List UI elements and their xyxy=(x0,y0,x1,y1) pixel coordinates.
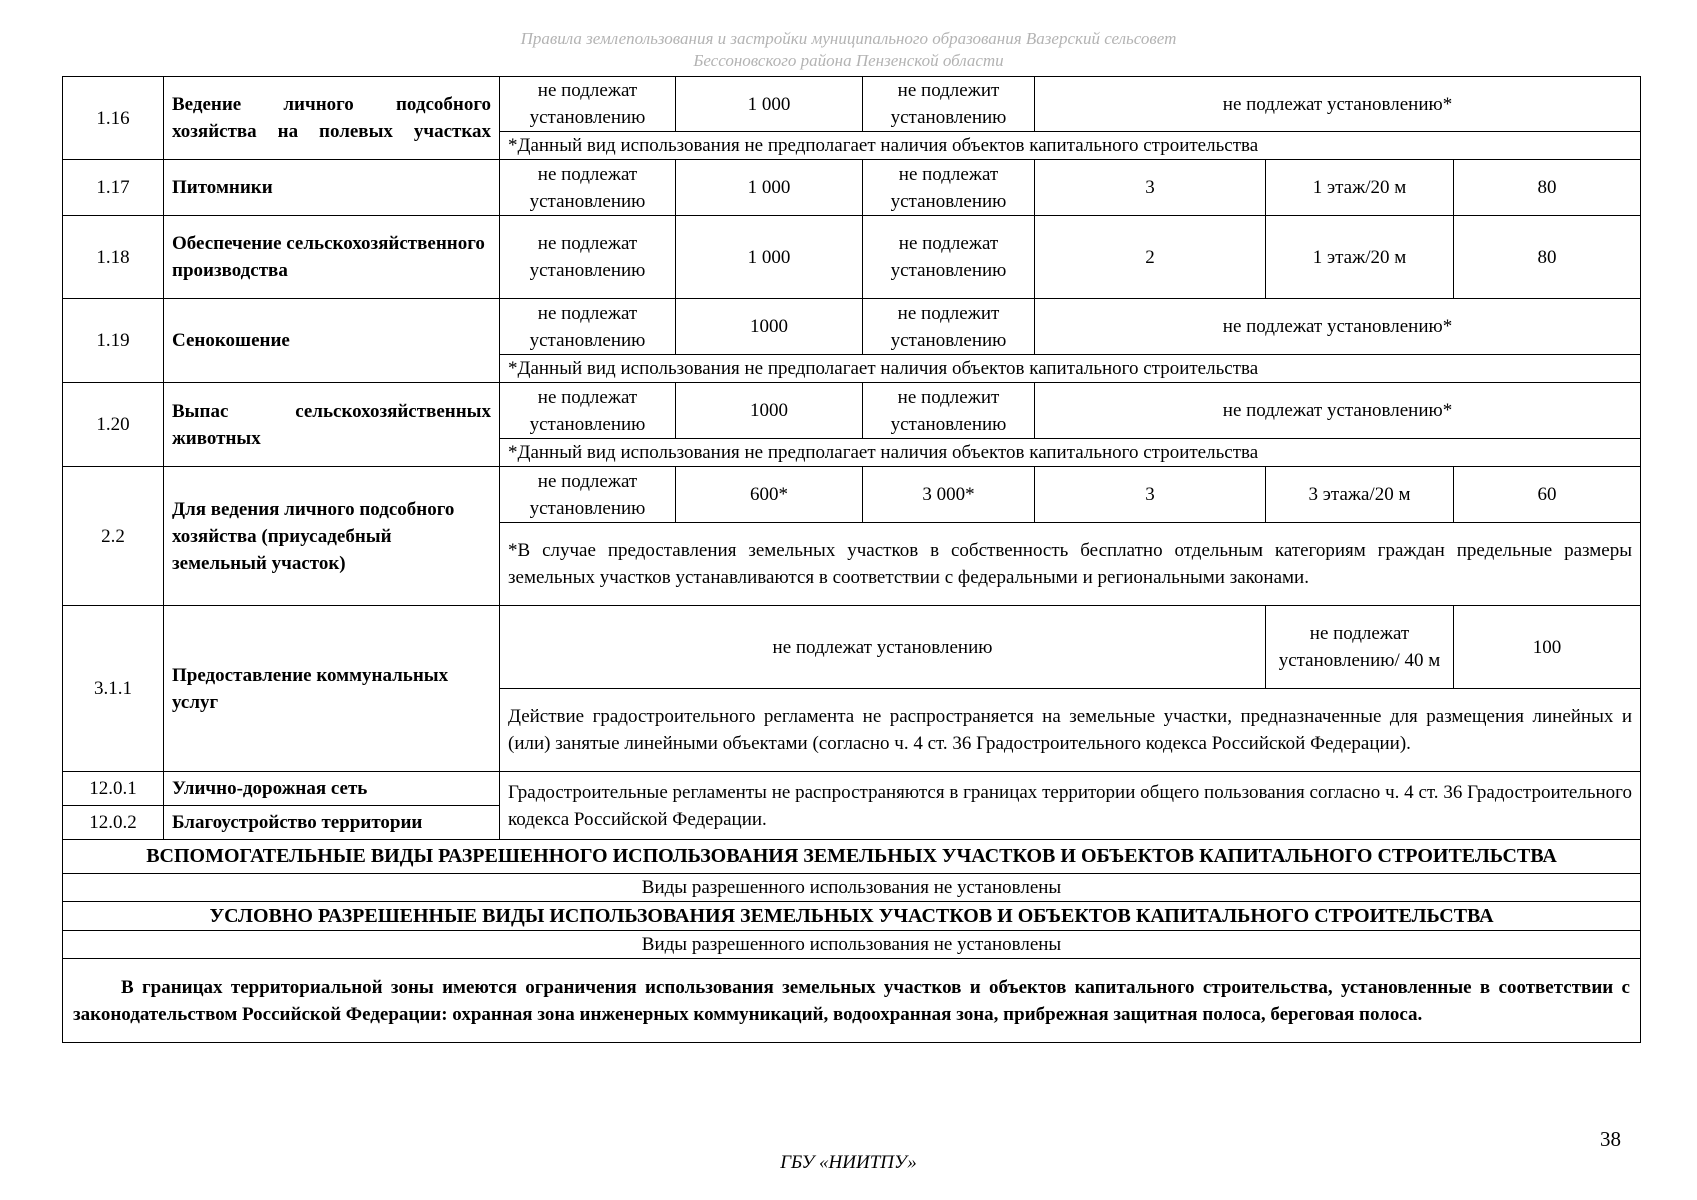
row-name: Питомники xyxy=(164,160,500,216)
min-area-cell: 1000 xyxy=(676,299,863,355)
params-cell: не подлежат установлению xyxy=(500,606,1266,689)
table-row xyxy=(63,77,1641,132)
row-name: Благоустройство территории xyxy=(164,806,500,840)
min-size-cell: не подлежат установлению xyxy=(500,77,676,132)
table-row xyxy=(63,216,1641,299)
row-code: 12.0.2 xyxy=(63,806,164,840)
min-area-cell: 600* xyxy=(676,467,863,523)
min-area-cell: 1 000 xyxy=(676,216,863,299)
row-name: Для ведения личного подсобного хозяйства (приусадебный земельный участок) xyxy=(164,467,500,606)
section-row xyxy=(63,840,1641,874)
row-note: *Данный вид использования не предполагает наличия объектов капитального строительства xyxy=(500,132,1641,160)
aux-section-title: ВСПОМОГАТЕЛЬНЫЕ ВИДЫ РАЗРЕШЕННОГО ИСПОЛЬЗОВАНИЯ ЗЕМЕЛЬНЫХ УЧАСТКОВ И ОБЪЕКТОВ КАПИТАЛЬНОГО СТРОИТЕЛЬСТВА xyxy=(63,840,1641,874)
floors-cell: не подлежат установлению/ 40 м xyxy=(1266,606,1454,689)
min-size-cell: не подлежат установлению xyxy=(500,160,676,216)
row-code: 3.1.1 xyxy=(63,606,164,772)
min-size-cell: не подлежат установлению xyxy=(500,467,676,523)
row-name: Ведение личного подсобного хозяйства на полевых участках xyxy=(164,77,500,160)
min-size-cell: не подлежат установлению xyxy=(500,383,676,439)
percent-cell: 60 xyxy=(1454,467,1641,523)
percent-cell: 100 xyxy=(1454,606,1641,689)
section-row xyxy=(63,902,1641,931)
max-area-cell: 3 000* xyxy=(863,467,1035,523)
max-area-cell: не подлежат установлению xyxy=(863,216,1035,299)
header-line-2: Бессоновского района Пензенской области xyxy=(693,51,1004,70)
percent-cell: 80 xyxy=(1454,216,1641,299)
floors-cell: 3 этажа/20 м xyxy=(1266,467,1454,523)
min-area-cell: 1000 xyxy=(676,383,863,439)
cond-section-title: УСЛОВНО РАЗРЕШЕННЫЕ ВИДЫ ИСПОЛЬЗОВАНИЯ ЗЕМЕЛЬНЫХ УЧАСТКОВ И ОБЪЕКТОВ КАПИТАЛЬНОГО СТРОИТЕЛЬСТВА xyxy=(63,902,1641,931)
section-row xyxy=(63,959,1641,1043)
table-row xyxy=(63,160,1641,216)
row-code: 1.17 xyxy=(63,160,164,216)
footer-org: ГБУ «НИИТПУ» xyxy=(780,1152,917,1173)
row-note: *В случае предоставления земельных участков в собственность бесплатно отдельным категориям граждан предельные размеры земельных участков устанавливаются в соответствии с федеральными и региональными законами. xyxy=(500,523,1641,606)
min-area-cell: 1 000 xyxy=(676,77,863,132)
indent-cell: 3 xyxy=(1035,160,1266,216)
row-name: Обеспечение сельскохозяйственного производства xyxy=(164,216,500,299)
min-size-cell: не подлежат установлению xyxy=(500,216,676,299)
table-row xyxy=(63,606,1641,689)
table-row xyxy=(63,467,1641,523)
running-header xyxy=(0,28,1697,72)
section-row xyxy=(63,874,1641,902)
row-code: 1.18 xyxy=(63,216,164,299)
indent-cell: 3 xyxy=(1035,467,1266,523)
section-row xyxy=(63,931,1641,959)
regulations-table xyxy=(62,76,1641,1043)
min-area-cell: 1 000 xyxy=(676,160,863,216)
header-line-1: Правила землепользования и застройки муниципального образования Вазерский сельсовет xyxy=(520,29,1177,48)
floors-cell: 1 этаж/20 м xyxy=(1266,216,1454,299)
max-area-cell: не подлежит установлению xyxy=(863,77,1035,132)
row-code: 1.16 xyxy=(63,77,164,160)
max-area-cell: не подлежит установлению xyxy=(863,383,1035,439)
min-size-cell: не подлежат установлению xyxy=(500,299,676,355)
row-code: 2.2 xyxy=(63,467,164,606)
max-area-cell: не подлежат установлению xyxy=(863,160,1035,216)
cond-section-value: Виды разрешенного использования не установлены xyxy=(63,931,1641,959)
row-code: 1.20 xyxy=(63,383,164,467)
page-number: 38 xyxy=(1600,1127,1621,1151)
params-cell: не подлежат установлению* xyxy=(1035,299,1641,355)
row-code: 1.19 xyxy=(63,299,164,383)
row-code: 12.0.1 xyxy=(63,772,164,806)
row-note: Градостроительные регламенты не распространяются в границах территории общего пользования согласно ч. 4 ст. 36 Градостроительного кодекса Российской Федерации. xyxy=(500,772,1641,840)
params-cell: не подлежат установлению* xyxy=(1035,77,1641,132)
floors-cell: 1 этаж/20 м xyxy=(1266,160,1454,216)
row-name: Предоставление коммунальных услуг xyxy=(164,606,500,772)
restrictions-note: В границах территориальной зоны имеются ограничения использования земельных участков и объектов капитального строительства, установленные в соответствии с законодательством Российской Федерации: охранная зона инженерных коммуникаций, водоохранная зона, прибрежная защитная полоса, береговая полоса. xyxy=(63,959,1641,1043)
max-area-cell: не подлежит установлению xyxy=(863,299,1035,355)
indent-cell: 2 xyxy=(1035,216,1266,299)
row-note: Действие градостроительного регламента не распространяется на земельные участки, предназначенные для размещения линейных и (или) занятые линейными объектами (согласно ч. 4 ст. 36 Градостроительного кодекса Российской Федерации). xyxy=(500,689,1641,772)
table-row xyxy=(63,772,1641,806)
percent-cell: 80 xyxy=(1454,160,1641,216)
row-name: Сенокошение xyxy=(164,299,500,383)
table-row xyxy=(63,383,1641,439)
params-cell: не подлежат установлению* xyxy=(1035,383,1641,439)
row-name: Улично-дорожная сеть xyxy=(164,772,500,806)
row-note: *Данный вид использования не предполагает наличия объектов капитального строительства xyxy=(500,439,1641,467)
row-name: Выпас сельскохозяйственных животных xyxy=(164,383,500,467)
row-note: *Данный вид использования не предполагает наличия объектов капитального строительства xyxy=(500,355,1641,383)
table-row xyxy=(63,299,1641,355)
aux-section-value: Виды разрешенного использования не установлены xyxy=(63,874,1641,902)
